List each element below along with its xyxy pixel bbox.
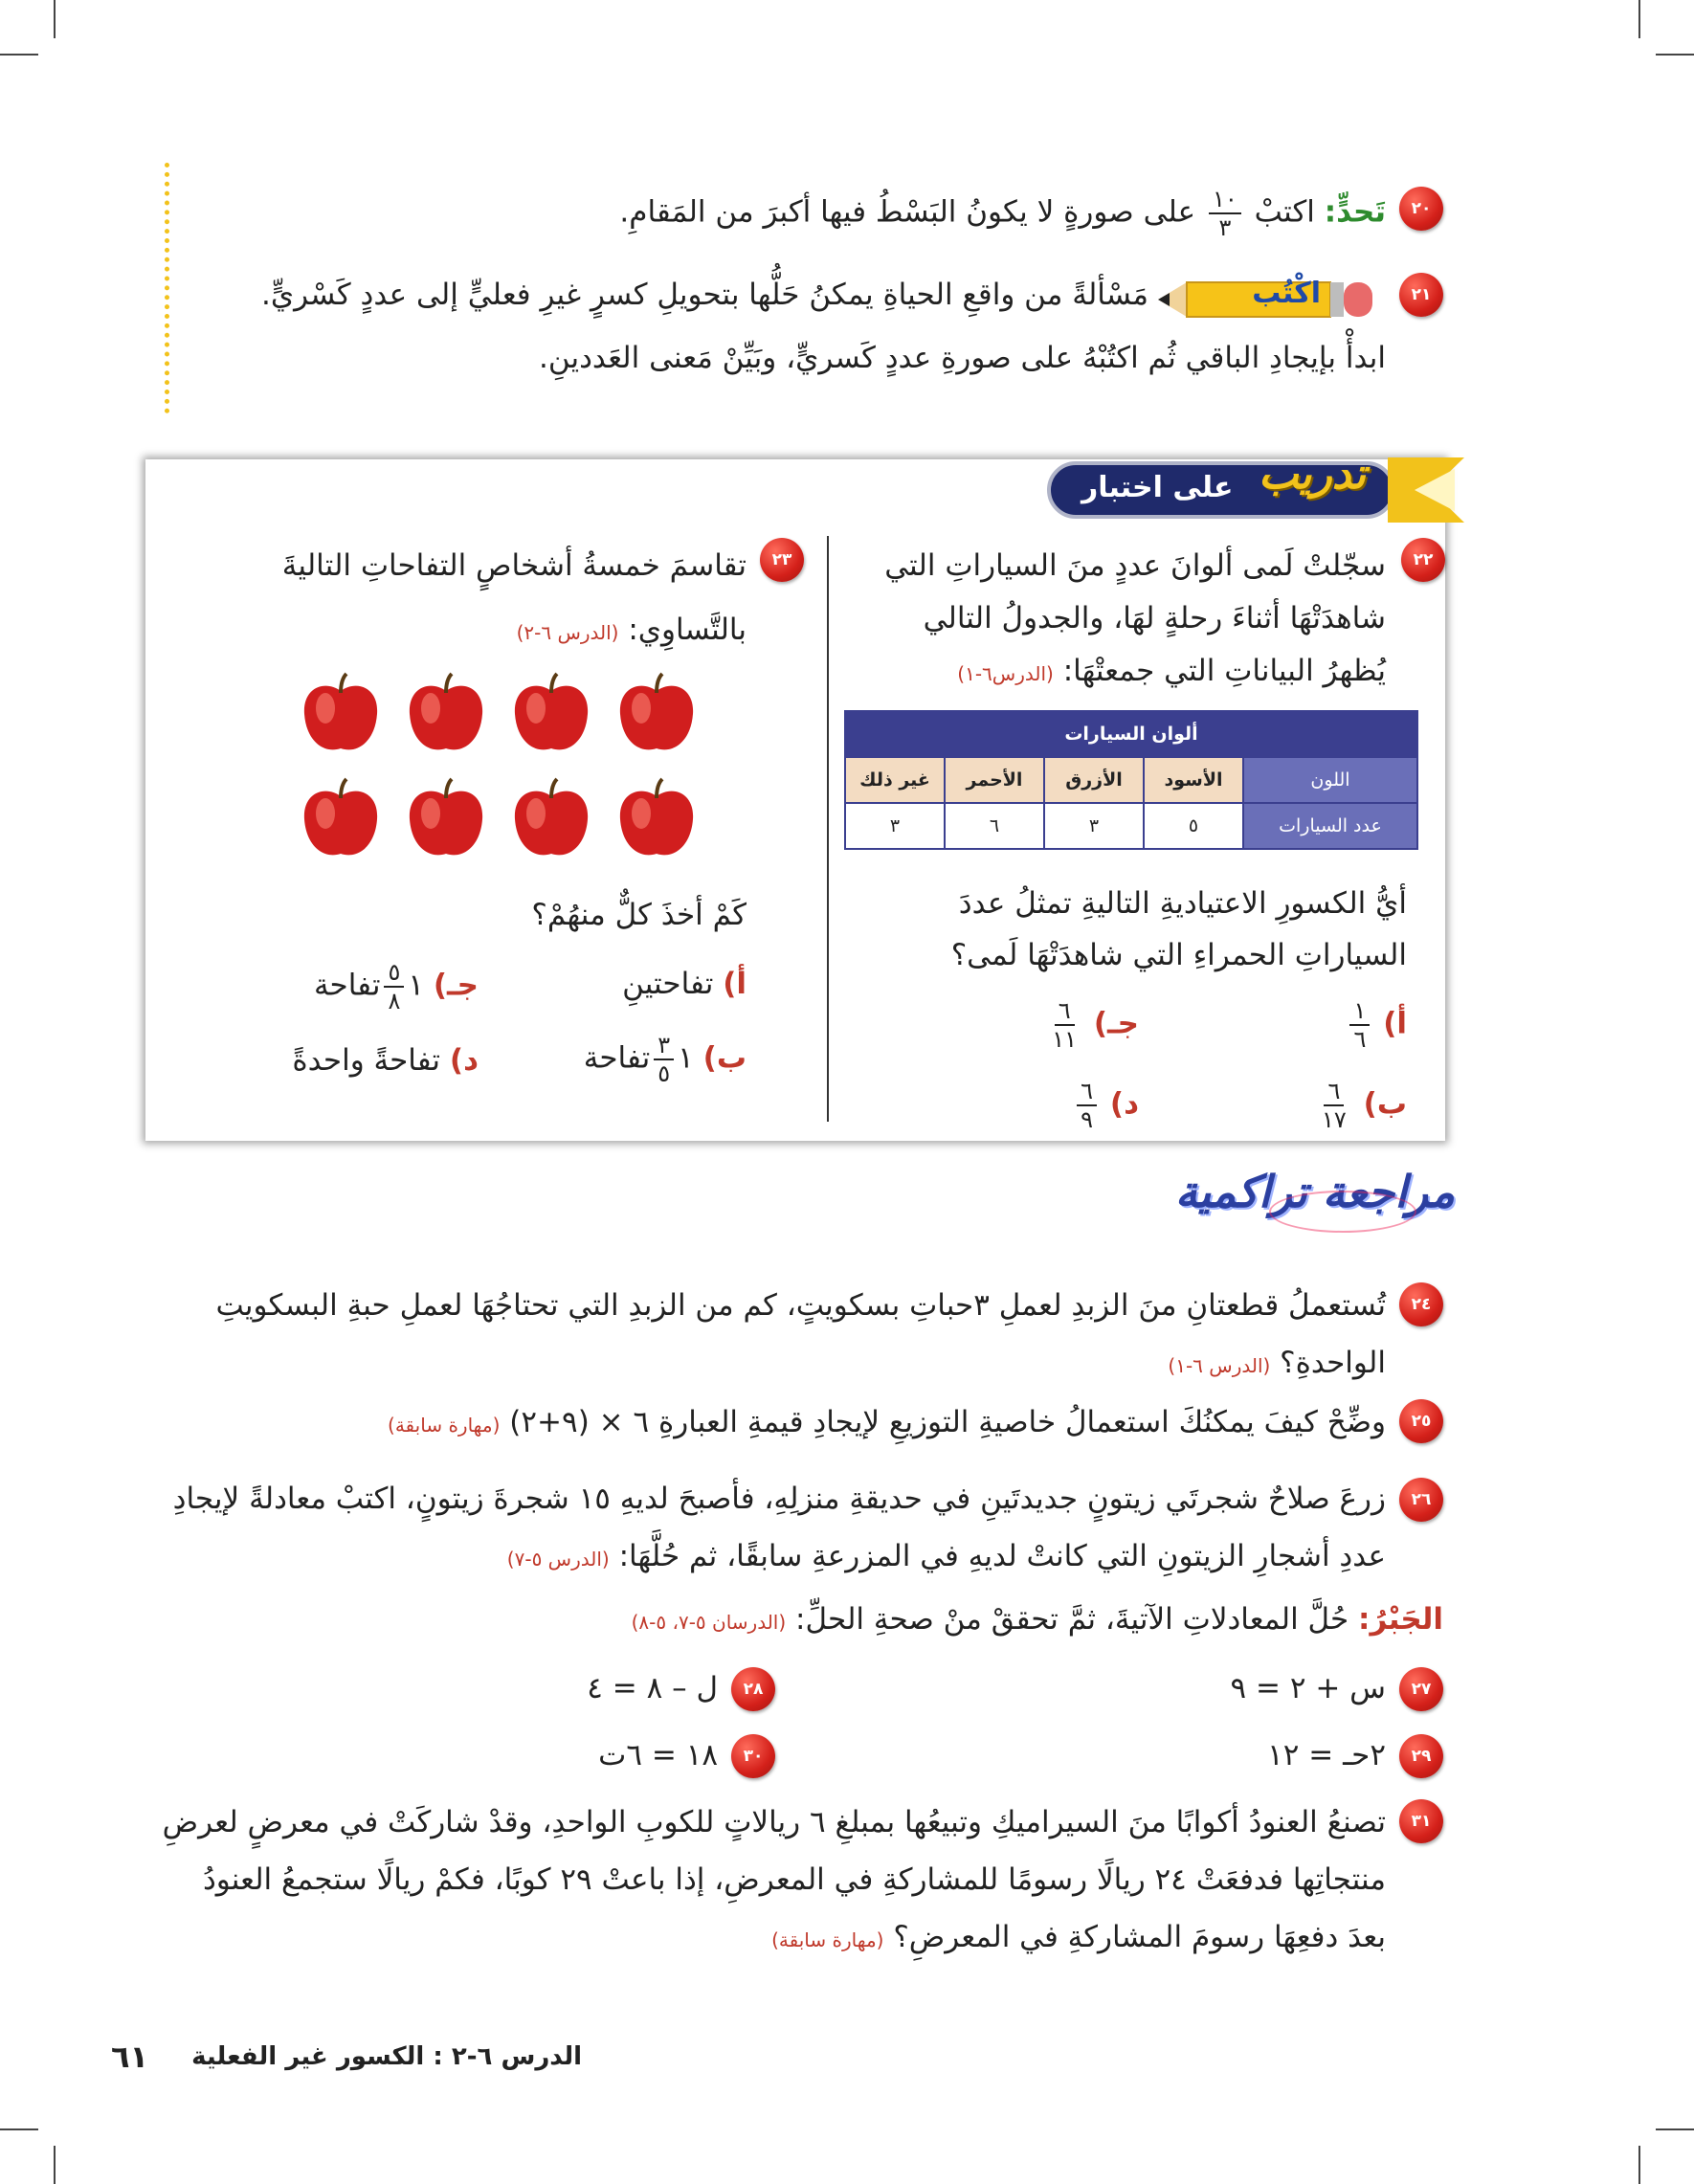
q22-question2: السياراتِ الحمراءِ التي شاهدَتْهَا لَمى؟ xyxy=(950,938,1407,972)
footer-lesson-code: الدرس ٦-٢ : xyxy=(433,2042,582,2071)
car-colors-table xyxy=(844,710,1418,850)
table-cell: ٣ xyxy=(845,803,945,849)
option-label: أ) xyxy=(1383,1006,1407,1041)
q25-text: وضِّحْ كيفَ يمكنُكَ استعمالُ خاصيةِ التوزيعِ لإيجادِ قيمةِ العبارةِ ٦ × (٩+٢) xyxy=(509,1405,1386,1439)
q22-line3 xyxy=(957,654,1386,689)
q31-line3 xyxy=(771,1920,1386,1955)
fraction xyxy=(1209,188,1241,239)
numerator: ١ xyxy=(1349,999,1370,1026)
table-header: اللون xyxy=(1243,757,1417,803)
option-label: جـ) xyxy=(433,968,479,1003)
q26-line1: زرعَ صلاحٌ شجرتَي زيتونٍ جديدتَينِ في حديقةِ منزلِهِ، فأصبحَ لديهِ ١٥ شجرةَ زيتونٍ، اكتبْ معادلةً لإيجادِ xyxy=(172,1482,1386,1516)
denominator: ٨ xyxy=(388,988,401,1014)
crop-mark xyxy=(54,0,56,38)
footer-lesson-title: الكسور غير الفعلية xyxy=(191,2042,425,2071)
page-number: ٦١ xyxy=(111,2039,149,2075)
option-text: تفاحة xyxy=(583,1040,651,1076)
option-label: ب) xyxy=(702,1040,747,1076)
pencil-write-badge xyxy=(1158,271,1378,328)
option xyxy=(1044,999,1139,1051)
option xyxy=(1314,1080,1407,1131)
challenge-label: تَحدٍّ: xyxy=(1324,194,1386,230)
apple-image xyxy=(507,670,595,758)
q31-line2: منتجاتِها فدفعَتْ ٢٤ ريالًا رسومًا للمشاركةِ في المعرضِ، إذا باعتْ ٢٩ كوبًا، فكمْ ريالًا ستجمعُ العنودُ xyxy=(202,1862,1386,1897)
denominator: ١٧ xyxy=(1322,1106,1347,1133)
q26-line2-text: عددِ أشجارِ الزيتونِ التي كانتْ لديهِ في المزرعةِ سابقًا، ثم حُلَّهَا: xyxy=(618,1539,1386,1573)
crop-mark xyxy=(0,2128,38,2130)
crop-mark xyxy=(1638,0,1640,38)
q23-line2 xyxy=(517,613,747,648)
lesson-ref: (الدرسان ٥-٧، ٥-٨) xyxy=(631,1611,787,1634)
whole: ١ xyxy=(678,1040,694,1076)
algebra-header xyxy=(632,1602,1443,1638)
option-label: جـ) xyxy=(1093,1006,1139,1041)
apple-image xyxy=(613,775,701,863)
table-header: الأحمر xyxy=(945,757,1044,803)
lesson-ref: (الدرس ٥-٧) xyxy=(506,1548,610,1571)
fraction xyxy=(1048,999,1081,1051)
denominator: ١١ xyxy=(1052,1026,1078,1053)
option-label: أ) xyxy=(723,967,747,1001)
option-text: تفاحة xyxy=(313,968,381,1003)
table-header: الأسود xyxy=(1144,757,1243,803)
numerator: ٥ xyxy=(384,961,404,988)
table-header: غير ذلك xyxy=(845,757,945,803)
fraction xyxy=(1318,1080,1350,1131)
q22-line2: شاهدَتْهَا أثناءَ رحلةٍ لهَا، والجدولُ التالي xyxy=(923,601,1386,635)
question-number: ٢٠ xyxy=(1399,187,1443,231)
question-number: ٢١ xyxy=(1399,273,1443,317)
q22-line1: سجّلتْ لَمى ألوانَ عددٍ منَ السياراتِ التي xyxy=(884,548,1386,583)
option-text: تفاحتينِ xyxy=(622,967,714,1001)
footer-lesson xyxy=(191,2042,582,2071)
question-number: ٢٦ xyxy=(1399,1478,1443,1522)
algebra-label: الجَبْرُ: xyxy=(1358,1602,1443,1637)
numerator: ٦ xyxy=(1077,1080,1097,1106)
denominator: ٣ xyxy=(1218,214,1232,241)
crop-mark xyxy=(0,54,38,56)
apple-image xyxy=(402,670,490,758)
table-title: ألوان السيارات xyxy=(845,711,1417,757)
question-number: ٢٨ xyxy=(731,1667,775,1711)
q23-question: كَمْ أخذَ كلٌّ منهُمْ؟ xyxy=(531,898,747,932)
option-label: ب) xyxy=(1363,1086,1407,1122)
equation: س + ٢ = ٩ xyxy=(1230,1671,1386,1705)
apple-image xyxy=(402,775,490,863)
numerator: ٦ xyxy=(1055,999,1075,1026)
question-number: ٢٩ xyxy=(1399,1734,1443,1778)
banner-word1: تدريب xyxy=(1259,450,1367,499)
option xyxy=(1073,1080,1139,1131)
orbit-decoration xyxy=(1269,1191,1416,1233)
fraction xyxy=(654,1034,674,1085)
question-number: ٢٥ xyxy=(1399,1399,1443,1443)
question-number: ٣٠ xyxy=(731,1734,775,1778)
whole: ١ xyxy=(408,968,425,1003)
banner-word2: على اختبار xyxy=(1081,471,1234,504)
question-number: ٣١ xyxy=(1399,1799,1443,1843)
apple-image xyxy=(613,670,701,758)
fraction xyxy=(1349,999,1370,1051)
table-cell: ٥ xyxy=(1144,803,1243,849)
denominator: ٥ xyxy=(658,1060,671,1087)
numerator: ١٠ xyxy=(1209,188,1241,214)
table-header: الأزرق xyxy=(1044,757,1144,803)
crop-mark xyxy=(1656,2128,1694,2130)
numerator: ٣ xyxy=(654,1034,674,1060)
lesson-ref: (الدرس ٦-١) xyxy=(1168,1354,1271,1377)
write-label: اكْتُب xyxy=(1252,277,1321,310)
equation: ل – ٨ = ٤ xyxy=(587,1671,718,1705)
question-20 xyxy=(619,188,1386,239)
q22-question1: أيُّ الكسورِ الاعتياديةِ التاليةِ تمثلُ عددَ xyxy=(958,886,1407,921)
apple-image xyxy=(507,775,595,863)
fraction xyxy=(1077,1080,1097,1131)
equation: ٢حـ = ١٢ xyxy=(1267,1738,1386,1772)
algebra-text: حُلَّ المعادلاتِ الآتيةَ، ثمَّ تحققْ منْ صحةِ الحلِّ: xyxy=(795,1602,1349,1637)
column-divider xyxy=(827,536,829,1122)
crop-mark xyxy=(1656,54,1694,56)
apple-image xyxy=(297,775,385,863)
q26-line2 xyxy=(507,1539,1386,1574)
option-label: د) xyxy=(449,1043,479,1078)
q24-line2-text: الواحدةِ؟ xyxy=(1280,1346,1386,1380)
option-text: تفاحةً واحدةً xyxy=(292,1043,441,1078)
question-number: ٢٣ xyxy=(760,538,804,582)
review-title: مراجعة تراكمية xyxy=(1174,1166,1455,1217)
question-21-line2: ابدأْ بإيجادِ الباقي ثُم اكتُبْهُ على صورةِ عددٍ كَسريٍّ، وبَيِّنْ مَعنى العَددينِ. xyxy=(539,341,1386,375)
practice-banner xyxy=(1043,440,1464,536)
option xyxy=(1346,999,1407,1051)
option xyxy=(584,1034,747,1085)
question-21-line1: مَسْألةً من واقعِ الحياةِ يمكنُ حَلُّها بتحويلِ كسرٍ غيرِ فعليٍّ إلى عددٍ كَسْريٍّ. xyxy=(261,278,1148,312)
q20-pre: اكتبْ xyxy=(1254,194,1315,230)
apple-image xyxy=(297,670,385,758)
lesson-ref: (الدرس٦-١) xyxy=(957,662,1054,685)
skill-ref: (مهارة سابقة) xyxy=(388,1414,501,1437)
option-label: د) xyxy=(1109,1086,1139,1122)
table-cell: ٣ xyxy=(1044,803,1144,849)
fraction xyxy=(384,961,404,1013)
denominator: ٩ xyxy=(1081,1106,1094,1133)
option xyxy=(622,967,747,1002)
numerator: ٦ xyxy=(1324,1080,1344,1106)
equation: ١٨ = ٦ت xyxy=(598,1738,718,1772)
lesson-ref: (الدرس ٦-٢) xyxy=(516,621,619,644)
question-number: ٢٢ xyxy=(1401,538,1445,582)
question-number: ٢٤ xyxy=(1399,1282,1443,1326)
q24-line2 xyxy=(1168,1346,1386,1381)
option xyxy=(292,1043,479,1079)
q31-line1: تصنعُ العنودُ أكوابًا منَ السيراميكِ وتبيعُها بمبلغِ ٦ ريالاتٍ للكوبِ الواحدِ، وقدْ شاركَتْ في معرضٍ لعرضِ xyxy=(162,1805,1386,1839)
q31-line3-text: بعدَ دفعِهَا رسومَ المشاركةِ في المعرضِ؟ xyxy=(893,1920,1386,1954)
q23-line2-text: بالتَّساوِي: xyxy=(628,613,747,647)
question-number: ٢٧ xyxy=(1399,1667,1443,1711)
q20-post: على صورةٍ لا يكونُ البَسْطُ فيها أكبرَ من المَقامِ. xyxy=(619,194,1196,230)
skill-ref: (مهارة سابقة) xyxy=(771,1928,884,1951)
q24-line1: تُستعملُ قطعتانِ منَ الزبدِ لعملِ ٣حباتِ بسكويتٍ، كم من الزبدِ التي تحتاجُهَا لعملِ حبةِ البسكويتِ xyxy=(215,1288,1386,1323)
denominator: ٦ xyxy=(1353,1026,1367,1053)
q22-line3-text: يُظهرُ البياناتِ التي جمعتْهَا: xyxy=(1062,654,1386,688)
table-cell: عدد السيارات xyxy=(1243,803,1417,849)
dotted-rule xyxy=(165,163,169,413)
crop-mark xyxy=(54,2146,56,2184)
q23-line1: تقاسمَ خمسةُ أشخاصٍ التفاحاتِ التاليةَ xyxy=(281,548,747,583)
table-cell: ٦ xyxy=(945,803,1044,849)
option xyxy=(314,961,479,1013)
crop-mark xyxy=(1638,2146,1640,2184)
q25 xyxy=(388,1405,1386,1440)
